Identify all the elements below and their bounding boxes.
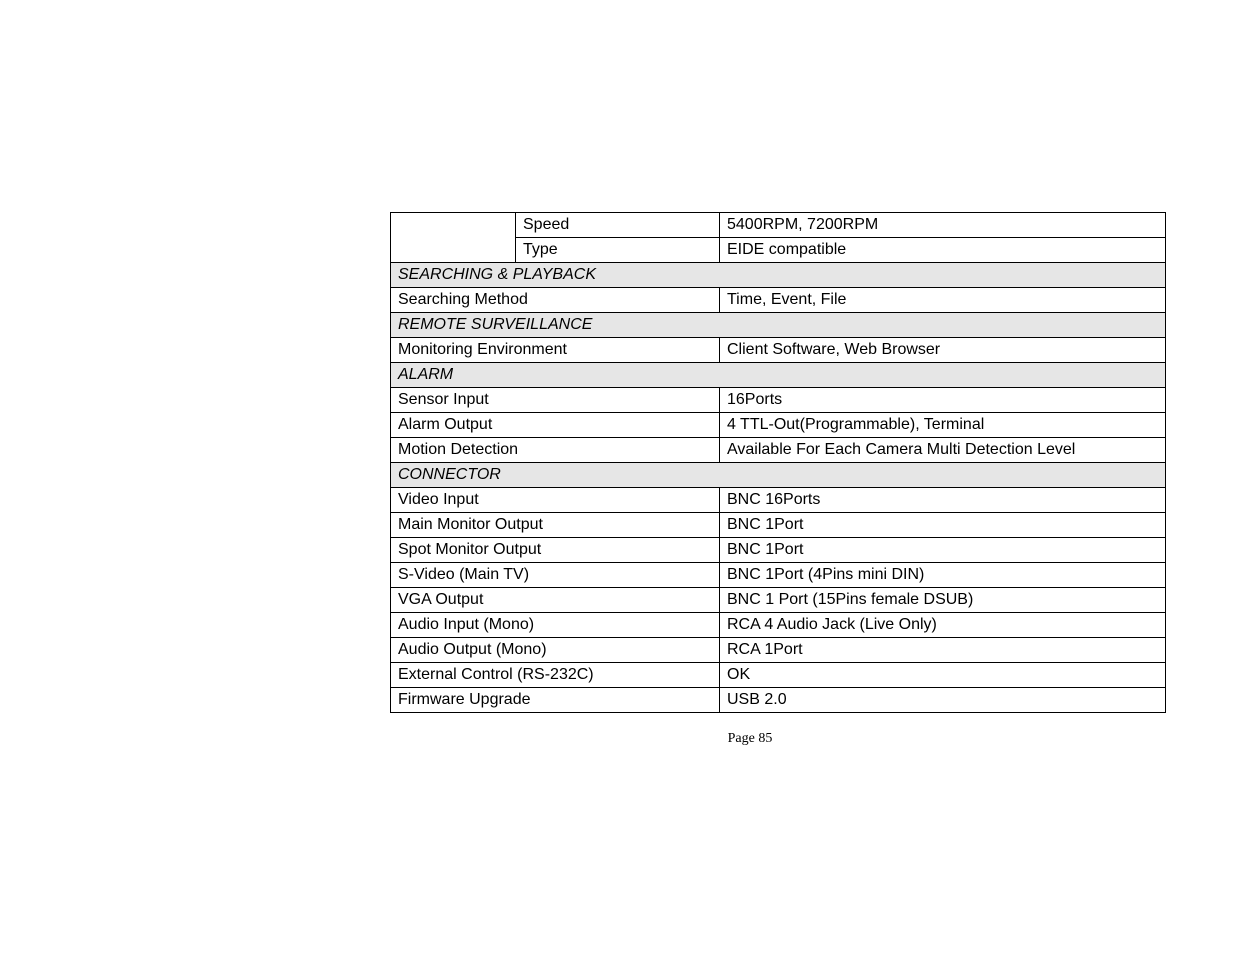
spec-label: S-Video (Main TV) xyxy=(391,563,720,588)
spec-label: Alarm Output xyxy=(391,413,720,438)
table-row xyxy=(391,213,1166,238)
spec-label: VGA Output xyxy=(391,588,720,613)
spec-label: Audio Output (Mono) xyxy=(391,638,720,663)
table-row xyxy=(391,438,1166,463)
spec-label: Video Input xyxy=(391,488,720,513)
table-row xyxy=(391,663,1166,688)
spec-value: Available For Each Camera Multi Detection Level xyxy=(720,438,1166,463)
section-header-remote xyxy=(391,313,1166,338)
spec-label: Main Monitor Output xyxy=(391,513,720,538)
spec-value: USB 2.0 xyxy=(720,688,1166,713)
table-row xyxy=(391,288,1166,313)
section-title: ALARM xyxy=(391,363,1166,388)
page-number: Page 85 xyxy=(727,731,773,746)
table-row xyxy=(391,513,1166,538)
spec-value: BNC 1 Port (15Pins female DSUB) xyxy=(720,588,1166,613)
table-row xyxy=(391,588,1166,613)
spec-value: BNC 1Port xyxy=(720,513,1166,538)
spec-label: Monitoring Environment xyxy=(391,338,720,363)
spec-value: 4 TTL-Out(Programmable), Terminal xyxy=(720,413,1166,438)
spec-value: Client Software, Web Browser xyxy=(720,338,1166,363)
table-row xyxy=(391,413,1166,438)
table-row xyxy=(391,488,1166,513)
spec-value: EIDE compatible xyxy=(720,238,1166,263)
section-title: SEARCHING & PLAYBACK xyxy=(391,263,1166,288)
spec-value: RCA 4 Audio Jack (Live Only) xyxy=(720,613,1166,638)
hdd-group-cell xyxy=(391,213,516,263)
spec-label: Spot Monitor Output xyxy=(391,538,720,563)
table-row xyxy=(391,613,1166,638)
section-header-searching xyxy=(391,263,1166,288)
spec-value: BNC 1Port (4Pins mini DIN) xyxy=(720,563,1166,588)
table-row xyxy=(391,388,1166,413)
section-title: CONNECTOR xyxy=(391,463,1166,488)
spec-value: OK xyxy=(720,663,1166,688)
table-row xyxy=(391,688,1166,713)
section-header-connector xyxy=(391,463,1166,488)
spec-value: BNC 16Ports xyxy=(720,488,1166,513)
section-header-alarm xyxy=(391,363,1166,388)
spec-label: Sensor Input xyxy=(391,388,720,413)
spec-value: 16Ports xyxy=(720,388,1166,413)
spec-label: Searching Method xyxy=(391,288,720,313)
spec-label: Speed xyxy=(516,213,720,238)
spec-value: 5400RPM, 7200RPM xyxy=(720,213,1166,238)
spec-label: Type xyxy=(516,238,720,263)
spec-label: External Control (RS-232C) xyxy=(391,663,720,688)
section-title: REMOTE SURVEILLANCE xyxy=(391,313,1166,338)
spec-value: RCA 1Port xyxy=(720,638,1166,663)
spec-label: Firmware Upgrade xyxy=(391,688,720,713)
spec-label: Motion Detection xyxy=(391,438,720,463)
spec-value: BNC 1Port xyxy=(720,538,1166,563)
spec-label: Audio Input (Mono) xyxy=(391,613,720,638)
specification-table xyxy=(390,212,1166,713)
table-row xyxy=(391,638,1166,663)
table-row xyxy=(391,563,1166,588)
spec-value: Time, Event, File xyxy=(720,288,1166,313)
table-row xyxy=(391,538,1166,563)
table-row xyxy=(391,338,1166,363)
